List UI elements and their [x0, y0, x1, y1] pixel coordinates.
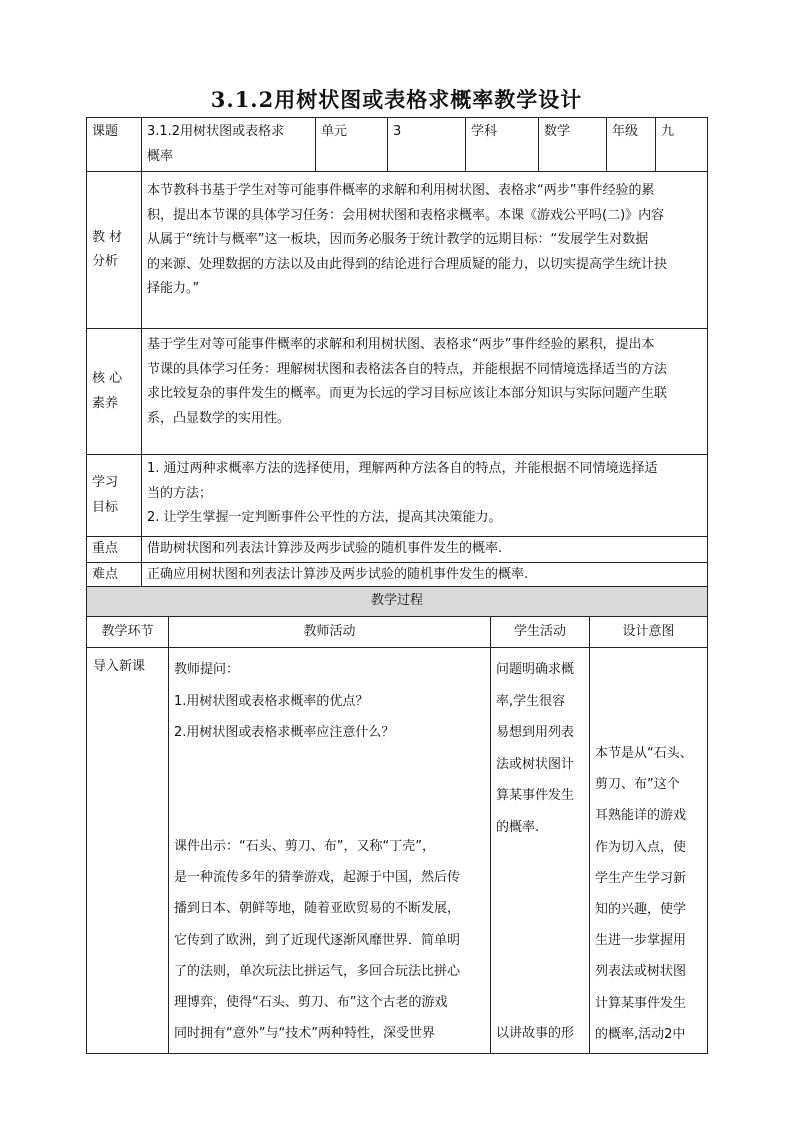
literacy-label-line: 素养 — [92, 395, 119, 411]
process-stage: 导入新课 — [87, 648, 169, 1054]
student-line: 率,学生很容 — [496, 693, 566, 709]
difficulty-label: 难点 — [87, 562, 142, 588]
teacher-line: 是一种流传多年的猜拳游戏，起源于中国，然后传 — [174, 870, 461, 886]
process-header-student: 学生活动 — [491, 617, 590, 648]
design-line: 计算某事件发生 — [595, 995, 687, 1011]
analysis-line: 从属于“统计与概率”这一板块，因而务必服务于统计教学的远期目标：“发展学生对数据 — [147, 232, 649, 247]
teacher-line: 了的法则，单次玩法比拼运气，多回合玩法比拼心 — [174, 963, 461, 979]
goals-label — [87, 455, 142, 537]
process-header-design: 设计意图 — [590, 617, 708, 648]
design-line: 知的兴趣，使学 — [595, 902, 687, 918]
literacy-line: 系，凸显数学的实用性。 — [147, 410, 291, 426]
grade-label: 年级 — [607, 118, 656, 172]
literacy-line: 基于学生对等可能事件概率的求解和利用树状图、表格求“两步”事件经验的累积，提出本 — [147, 337, 655, 352]
analysis-text — [142, 172, 708, 329]
student-line: 法或树状图计 — [496, 756, 575, 772]
teacher-line: 课件出示：“石头、剪刀、布”，又称“丁壳”， — [174, 839, 435, 854]
literacy-line: 求比较复杂的事件发生的概率。而更为长远的学习目标应该让本部分知识与实际问题产生联 — [147, 386, 668, 401]
process-table — [86, 586, 708, 1054]
subject-value: 数学 — [539, 118, 607, 172]
grade-value: 九 — [656, 118, 708, 172]
design-line: 剪刀、布”这个 — [595, 777, 680, 793]
goals-label-line: 目标 — [92, 499, 119, 515]
unit-label: 单元 — [316, 118, 388, 172]
student-story — [496, 1018, 587, 1049]
student-line: 以讲故事的形 — [496, 1026, 575, 1041]
analysis-line: 本节教科书基于学生对等可能事件概率的求解和利用树状图、表格求“两步”事件经验的累 — [147, 183, 655, 198]
analysis-label-line: 教 材 — [92, 229, 123, 245]
design-intent — [590, 648, 708, 1054]
student-line: 算某事件发生 — [496, 788, 575, 803]
goals-line: 当的方法； — [147, 485, 213, 501]
design-line: 学生产生学习新 — [595, 870, 687, 886]
analysis-label-line: 分析 — [92, 254, 119, 269]
analysis-label — [87, 172, 142, 329]
unit-value: 3 — [388, 118, 466, 172]
analysis-line: 择能力。” — [147, 281, 200, 296]
design-line: 列表法或树状图 — [595, 964, 687, 980]
teacher-line: 2.用树状图或表格求概率应注意什么？ — [174, 725, 395, 740]
design-line: 作为切入点，使 — [595, 839, 687, 855]
teacher-line: 理博弈，使得“石头、剪刀、布”这个古老的游戏 — [174, 995, 448, 1011]
goals-line: 1. 通过两种求概率方法的选择使用，理解两种方法各自的特点，并能根据不同情境选择适 — [147, 461, 658, 476]
process-header-stage: 教学环节 — [87, 617, 169, 648]
course-label: 课题 — [87, 118, 142, 172]
design-line: 生进一步掌握用 — [595, 933, 687, 949]
teacher-activity — [169, 648, 491, 1054]
process-header-teacher: 教师活动 — [169, 617, 491, 648]
goals-line: 2. 让学生掌握一定判断事件公平性的方法，提高其决策能力。 — [147, 510, 502, 525]
teacher-line: 播到日本、朝鲜等地，随着亚欧贸易的不断发展， — [174, 901, 461, 917]
student-line: 问题明确求概 — [496, 662, 575, 677]
design-text — [595, 738, 705, 1050]
teacher-line: 它传到了欧洲，到了近现代逐渐风靡世界．简单明 — [174, 932, 461, 948]
design-line: 本节是从“石头、 — [595, 746, 693, 761]
design-line: 耳熟能详的游戏 — [595, 808, 687, 824]
course-value: 3.1.2用树状图或表格求概率 — [142, 118, 316, 172]
goals-label-line: 学习 — [92, 475, 119, 490]
analysis-line: 积，提出本节课的具体学习任务：会用树状图和表格求概率。本课《游戏公平吗(二)》内容 — [147, 207, 665, 223]
difficulty-text: 正确应用树状图和列表法计算涉及两步试验的随机事件发生的概率. — [142, 562, 708, 588]
subject-label: 学科 — [466, 118, 539, 172]
student-line: 的概率. — [496, 819, 540, 835]
student-activity — [491, 648, 590, 1054]
teacher-line: 1.用树状图或表格求概率的优点？ — [174, 693, 369, 709]
literacy-label-line: 核 心 — [92, 371, 123, 386]
info-table — [86, 117, 708, 588]
goals-text — [142, 455, 708, 537]
analysis-line: 的来源、处理数据的方法以及由此得到的结论进行合理质疑的能力，以切实提高学生统计抉 — [147, 256, 668, 272]
literacy-line: 节课的具体学习任务：理解树状图和表格法各自的特点，并能根据不同情境选择适当的方法 — [147, 361, 668, 377]
process-section-title: 教学过程 — [87, 587, 708, 617]
key-point-label: 重点 — [87, 537, 142, 563]
literacy-text — [142, 329, 708, 455]
teacher-line: 同时拥有“意外”与“技术”两种特性，深受世界 — [174, 1026, 435, 1042]
literacy-label — [87, 329, 142, 455]
teacher-story — [174, 831, 486, 1049]
teacher-line: 教师提问： — [174, 662, 240, 677]
key-point-text: 借助树状图和列表法计算涉及两步试验的随机事件发生的概率. — [142, 537, 708, 563]
design-line: 的概率,活动2中 — [595, 1026, 686, 1042]
student-line: 易想到用列表 — [496, 725, 575, 740]
page-title: 3.1.2用树状图或表格求概率教学设计 — [210, 87, 583, 112]
